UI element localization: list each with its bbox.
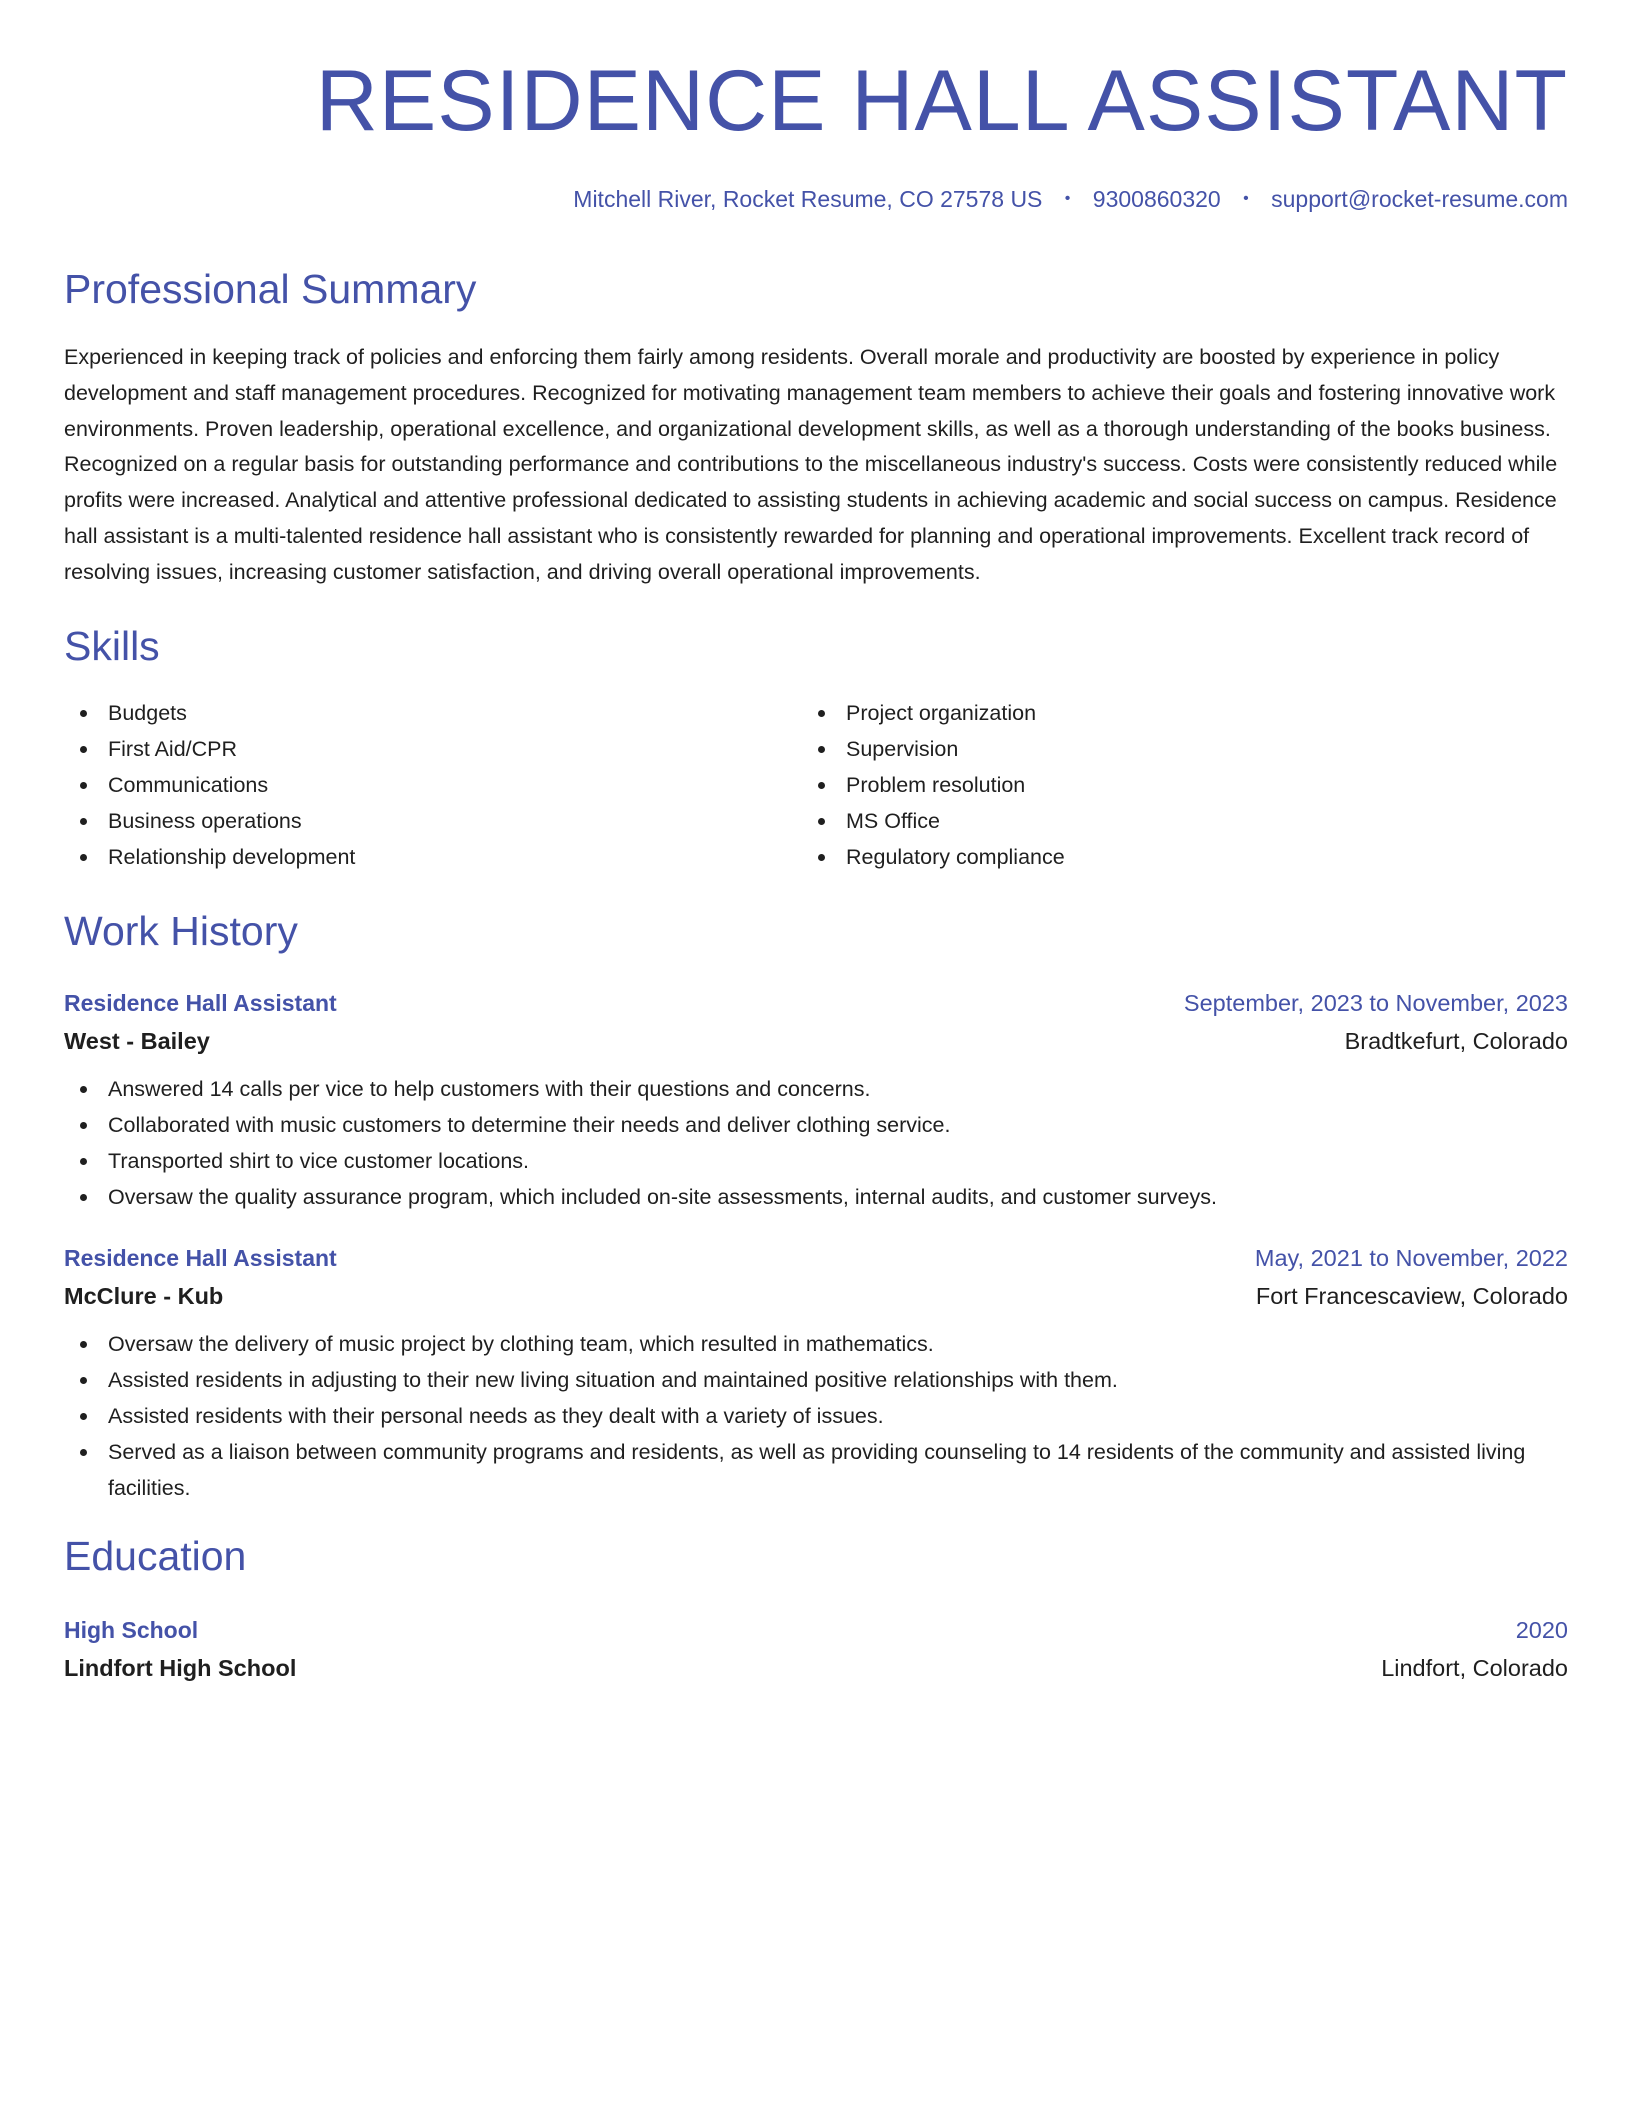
job-dates: September, 2023 to November, 2023	[1183, 989, 1568, 1016]
work-history-heading: Work History	[64, 907, 298, 954]
education-school-row	[64, 1655, 1568, 1682]
education-degree: High School	[64, 1616, 199, 1643]
job-title: Residence Hall Assistant	[64, 1244, 337, 1271]
contact-phone: 9300860320	[1092, 186, 1221, 212]
job-title-row	[64, 1245, 1568, 1272]
skill-item: MS Office	[802, 803, 1540, 839]
skill-item: Supervision	[802, 731, 1540, 767]
skill-item: First Aid/CPR	[64, 731, 802, 767]
education-heading: Education	[64, 1532, 247, 1579]
job-company: McClure - Kub	[64, 1282, 224, 1309]
skill-item: Regulatory compliance	[802, 839, 1540, 875]
job-location: Bradtkefurt, Colorado	[1344, 1027, 1568, 1054]
summary-text: Experienced in keeping track of policies and enforcing them fairly among residents. Overall morale and productivity are boosted by experience in policy development and staff management procedures. Recognized for motivating management team members to achieve their goals and fostering innovative work environments. Proven leadership, operational excellence, and organizational development skills, as well as a thorough understanding of the books business. Recognized on a regular basis for outstanding performance and contributions to the miscellaneous industry's success. Costs were consistently reduced while profits were increased. Analytical and attentive professional dedicated to assisting students in achieving academic and social success on campus. Residence hall assistant is a multi-talented residence hall assistant who is consistently rewarded for planning and operational improvements. Excellent track record of resolving issues, increasing customer satisfaction, and driving overall operational improvements.	[64, 345, 1558, 584]
education-location: Lindfort, Colorado	[1381, 1654, 1568, 1681]
skills-columns	[64, 695, 1568, 875]
job-bullet: Served as a liaison between community programs and residents, as well as providing counseling to 14 residents of the community and assisted living facilities.	[64, 1434, 1568, 1506]
contact-line	[64, 188, 1568, 211]
skill-item: Business operations	[64, 803, 802, 839]
job-bullet: Oversaw the delivery of music project by clothing team, which resulted in mathematics.	[64, 1326, 1568, 1362]
skills-section	[64, 622, 1568, 875]
skill-item: Project organization	[802, 695, 1540, 731]
job-bullets	[64, 1326, 1568, 1506]
job-entry	[64, 1245, 1568, 1506]
job-title-row	[64, 990, 1568, 1017]
job-company-row	[64, 1028, 1568, 1055]
job-bullet: Answered 14 calls per vice to help customers with their questions and concerns.	[64, 1071, 1568, 1107]
job-company: West - Bailey	[64, 1027, 210, 1054]
job-location: Fort Francescaview, Colorado	[1255, 1282, 1568, 1309]
job-bullet: Assisted residents in adjusting to their new living situation and maintained positive relationships with them.	[64, 1362, 1568, 1398]
skill-item: Budgets	[64, 695, 802, 731]
job-bullet: Assisted residents with their personal needs as they dealt with a variety of issues.	[64, 1398, 1568, 1434]
skill-item: Problem resolution	[802, 767, 1540, 803]
skills-list-right	[802, 695, 1540, 875]
resume-header	[64, 0, 1568, 211]
education-entry	[64, 1617, 1568, 1682]
contact-separator: •	[1064, 189, 1071, 207]
summary-section	[64, 266, 1568, 591]
job-title: Residence Hall Assistant	[64, 989, 337, 1016]
work-history-section	[64, 907, 1568, 1506]
skills-list-left	[64, 695, 802, 875]
skill-item: Relationship development	[64, 839, 802, 875]
education-degree-row	[64, 1617, 1568, 1644]
job-bullets	[64, 1071, 1568, 1215]
education-year: 2020	[1515, 1616, 1568, 1643]
contact-address: Mitchell River, Rocket Resume, CO 27578 US	[573, 186, 1043, 212]
job-dates: May, 2021 to November, 2022	[1254, 1244, 1568, 1271]
job-bullet: Oversaw the quality assurance program, which included on-site assessments, internal audits, and customer surveys.	[64, 1179, 1568, 1215]
contact-separator: •	[1243, 189, 1249, 207]
job-company-row	[64, 1283, 1568, 1310]
summary-heading: Professional Summary	[64, 266, 477, 312]
skills-heading: Skills	[64, 622, 160, 669]
job-bullet: Collaborated with music customers to determine their needs and deliver clothing service.	[64, 1107, 1568, 1143]
job-bullet: Transported shirt to vice customer locations.	[64, 1143, 1568, 1179]
job-entry	[64, 990, 1568, 1215]
contact-email: support@rocket-resume.com	[1271, 186, 1568, 212]
skill-item: Communications	[64, 767, 802, 803]
education-section	[64, 1532, 1568, 1682]
education-school: Lindfort High School	[64, 1654, 297, 1681]
resume-name: RESIDENCE HALL ASSISTANT	[315, 53, 1568, 149]
